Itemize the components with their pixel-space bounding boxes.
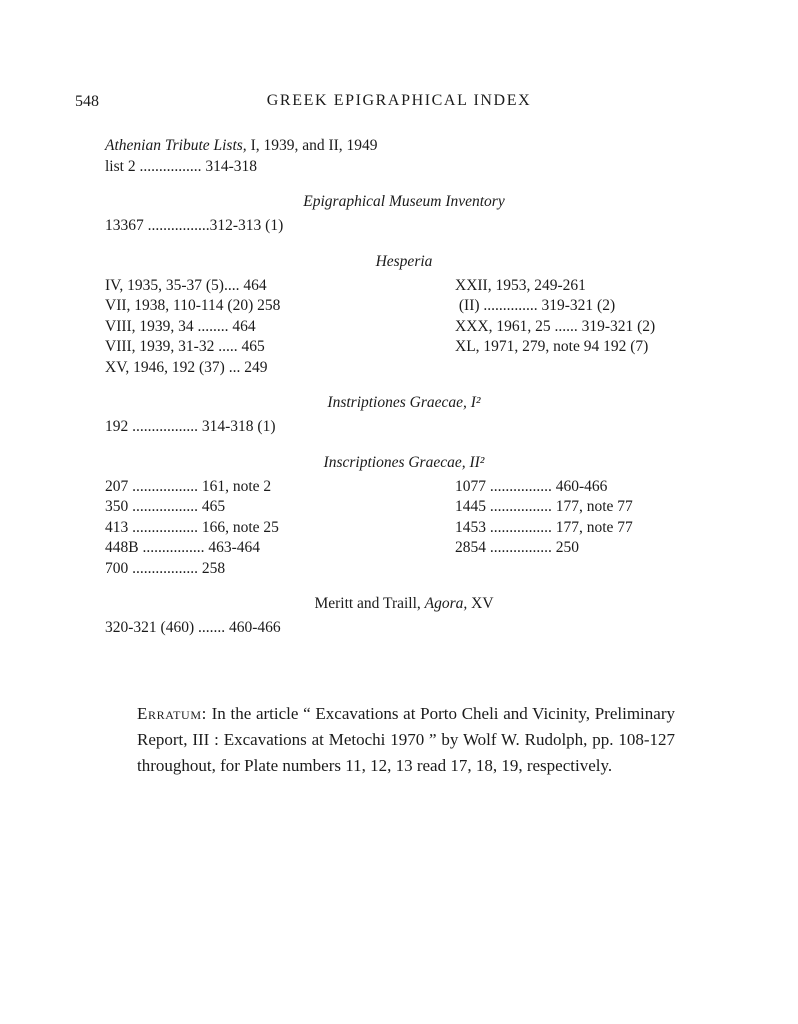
index-entry: 350 ................. 465 [105, 498, 226, 515]
index-entry: 700 ................. 258 [105, 559, 226, 577]
hesperia-columns [105, 276, 703, 379]
index-entry: XV, 1946, 192 (37) ... 249 [105, 358, 268, 376]
index-entry: list 2 ................ 314-318 [105, 157, 257, 175]
section-heading-inscriptiones-graecae-1: Instriptiones Graecae, I² [327, 394, 481, 411]
section-athenian-tribute-lists [105, 136, 703, 177]
erratum-label: Erratum: [137, 703, 207, 723]
work-title-roman: I, 1939, and II, 1949 [246, 137, 378, 154]
heading-roman-part: Meritt and Traill, [314, 595, 425, 612]
index-entry: 2854 ................ 250 [455, 539, 579, 556]
index-entry: 13367 ................312-313 (1) [105, 217, 284, 234]
index-entry: 207 ................. 161, note 2 [105, 477, 272, 495]
index-entry: 320-321 (460) ....... 460-466 [105, 619, 281, 636]
work-title-italic: Athenian Tribute Lists, [105, 137, 247, 154]
index-entry: XXII, 1953, 249-261 [455, 276, 586, 294]
heading-italic-part: Agora, [424, 595, 468, 612]
section-heading-hesperia: Hesperia [375, 252, 433, 270]
section-heading-epigraphical-museum-inventory: Epigraphical Museum Inventory [303, 193, 505, 210]
index-entry: IV, 1935, 35-37 (5).... 464 [105, 276, 267, 294]
ig2-right-column [455, 477, 703, 580]
erratum-text: In the article “ Excavations at Porto Cheli and Vicinity, Preliminary Report, III : Excavations at Metochi 1970 ” by Wolf W. Rudolph, pp. 108-127 throughout, for Plate numbers 11, 12, 13 read 17, 18, 19, respectively. [137, 703, 675, 775]
index-entry: VIII, 1939, 34 ........ 464 [105, 317, 256, 335]
hesperia-left-column [105, 276, 455, 379]
index-content [105, 136, 703, 779]
page-header [0, 92, 798, 114]
erratum-paragraph [137, 701, 675, 779]
section-heading-inscriptiones-graecae-2: Inscriptiones Graecae, II² [323, 453, 485, 471]
index-entry: XXX, 1961, 25 ...... 319-321 (2) [455, 317, 656, 335]
index-entry: VIII, 1939, 31-32 ..... 465 [105, 338, 265, 355]
work-heading-line [105, 136, 703, 157]
index-entry: 1445 ................ 177, note 77 [455, 498, 633, 515]
page-number: 548 [75, 93, 99, 110]
index-entry: XL, 1971, 279, note 94 192 (7) [455, 338, 649, 355]
ig2-columns [105, 477, 703, 580]
hesperia-right-column [455, 276, 703, 379]
ig2-left-column [105, 477, 455, 580]
index-entry: 1453 ................ 177, note 77 [455, 518, 633, 536]
index-entry: 1077 ................ 460-466 [455, 477, 608, 495]
index-entry: (II) .............. 319-321 (2) [455, 297, 616, 314]
heading-roman-part: XV [467, 595, 494, 612]
index-entry: VII, 1938, 110-114 (20) 258 [105, 297, 281, 314]
index-entry: 413 ................. 166, note 25 [105, 518, 279, 536]
section-heading-meritt-traill-agora [105, 594, 703, 614]
index-entry: 192 ................. 314-318 (1) [105, 418, 276, 435]
index-entry: 448B ................ 463-464 [105, 539, 260, 556]
running-title: GREEK EPIGRAPHICAL INDEX [266, 92, 532, 109]
